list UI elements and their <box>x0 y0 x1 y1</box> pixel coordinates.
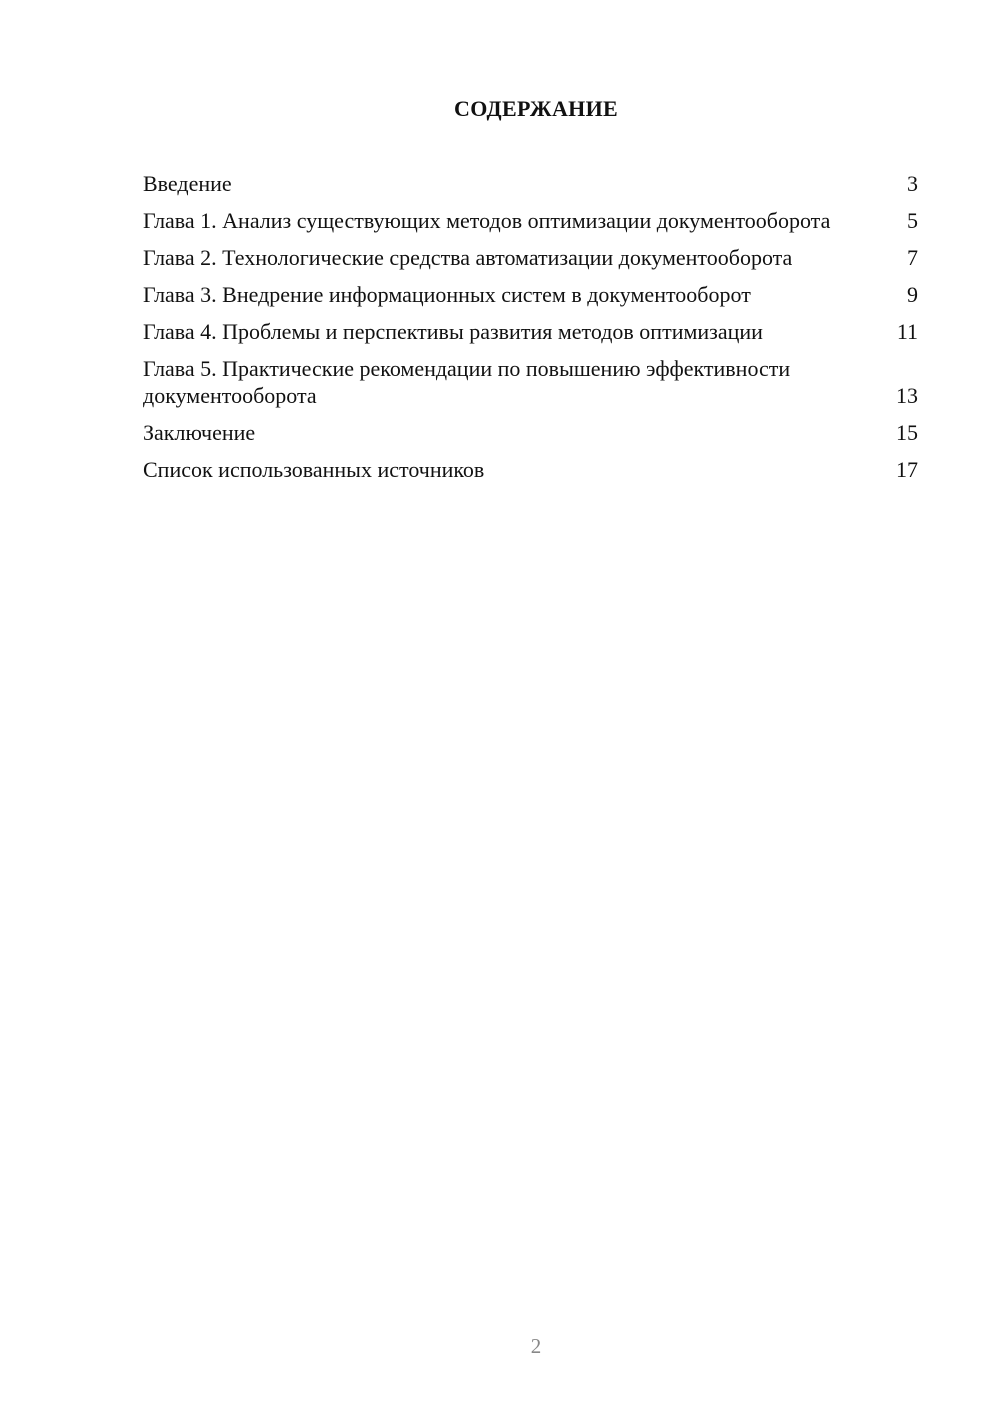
table-of-contents <box>143 170 918 483</box>
toc-entry-text: Глава 2. Технологические средства автоматизации документооборота <box>143 245 793 270</box>
toc-entry-chapter-1 <box>143 207 918 234</box>
toc-entry-page: 5 <box>907 208 918 233</box>
toc-entry-conclusion <box>143 419 918 446</box>
toc-entry-page: 13 <box>896 383 918 408</box>
toc-entry-references <box>143 456 918 483</box>
toc-entry-text: Глава 5. Практические рекомендации по повышению эффективности документооборота <box>143 356 791 408</box>
toc-entry-text: Список использованных источников <box>143 457 485 482</box>
toc-title: СОДЕРЖАНИЕ <box>454 96 618 121</box>
toc-entry-chapter-5 <box>143 355 918 409</box>
toc-entry-page: 15 <box>896 420 918 445</box>
toc-entry-chapter-2 <box>143 244 918 271</box>
toc-entry-page: 7 <box>907 245 918 270</box>
toc-entry-chapter-3 <box>143 281 918 308</box>
toc-entry-text: Глава 1. Анализ существующих методов оптимизации документооборота <box>143 208 831 233</box>
toc-entry-introduction <box>143 170 918 197</box>
page-number: 2 <box>530 1334 542 1358</box>
toc-entry-text: Глава 3. Внедрение информационных систем в документооборот <box>143 282 751 307</box>
toc-entry-chapter-4 <box>143 318 918 345</box>
toc-entry-text: Введение <box>143 171 232 196</box>
toc-entry-page: 3 <box>907 171 918 196</box>
toc-entry-text: Глава 4. Проблемы и перспективы развития методов оптимизации <box>143 319 763 344</box>
toc-entry-page: 17 <box>896 457 918 482</box>
toc-entry-page: 9 <box>907 282 918 307</box>
toc-entry-text: Заключение <box>143 420 256 445</box>
toc-entry-page: 11 <box>896 319 918 344</box>
